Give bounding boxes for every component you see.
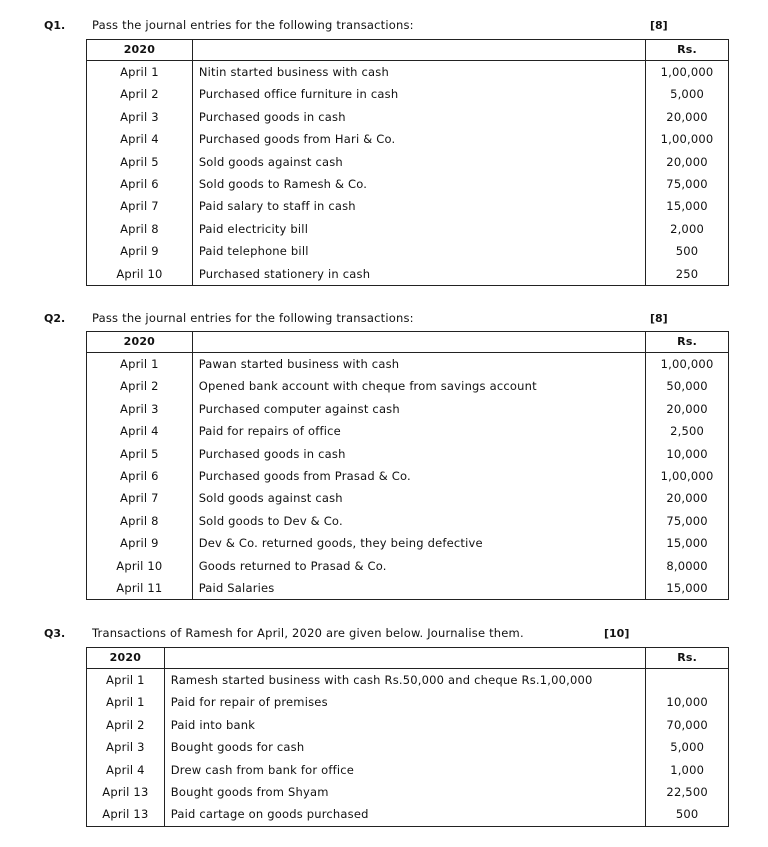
table-row <box>87 151 729 173</box>
table-row <box>87 218 729 240</box>
date-cell: April 8 <box>87 510 193 532</box>
description-cell: Sold goods against cash <box>192 151 645 173</box>
date-cell: April 4 <box>87 759 165 781</box>
date-cell: April 6 <box>87 465 193 487</box>
table-row <box>87 375 729 397</box>
amount-cell: 1,000 <box>646 759 729 781</box>
date-cell: April 13 <box>87 803 165 826</box>
table-row <box>87 510 729 532</box>
amount-cell: 15,000 <box>646 532 729 554</box>
amount-cell: 500 <box>646 803 729 826</box>
table-header-row <box>87 648 729 669</box>
amount-cell: 20,000 <box>646 151 729 173</box>
description-cell: Purchased stationery in cash <box>192 263 645 286</box>
date-cell: April 8 <box>87 218 193 240</box>
description-cell: Goods returned to Prasad & Co. <box>192 555 645 577</box>
q1-table <box>86 39 729 286</box>
table-row <box>87 128 729 150</box>
description-cell: Paid for repair of premises <box>164 691 646 713</box>
description-cell: Ramesh started business with cash Rs.50,000 and cheque Rs.1,00,000 <box>164 669 646 692</box>
table-header-row <box>87 40 729 61</box>
amount-cell: 8,0000 <box>646 555 729 577</box>
q2-marks: [8] <box>650 312 668 325</box>
description-cell: Purchased computer against cash <box>192 398 645 420</box>
date-cell: April 5 <box>87 151 193 173</box>
table-row <box>87 555 729 577</box>
table-row <box>87 803 729 826</box>
date-cell: April 3 <box>87 736 165 758</box>
description-cell: Nitin started business with cash <box>192 61 645 84</box>
table-row <box>87 532 729 554</box>
table-row <box>87 173 729 195</box>
date-cell: April 4 <box>87 128 193 150</box>
amount-cell: 75,000 <box>646 173 729 195</box>
amount-cell: 1,00,000 <box>646 128 729 150</box>
table-row <box>87 240 729 262</box>
description-cell: Purchased goods in cash <box>192 106 645 128</box>
date-cell: April 3 <box>87 398 193 420</box>
q2-instruction: Pass the journal entries for the following transactions: <box>92 311 414 325</box>
table-row <box>87 263 729 286</box>
table-row <box>87 83 729 105</box>
q2-rows <box>87 353 729 600</box>
description-cell: Paid into bank <box>164 714 646 736</box>
description-cell: Purchased goods in cash <box>192 443 645 465</box>
amount-cell: 15,000 <box>646 195 729 217</box>
date-cell: April 11 <box>87 577 193 600</box>
amount-cell: 1,00,000 <box>646 353 729 376</box>
date-cell: April 1 <box>87 353 193 376</box>
amount-cell: 10,000 <box>646 443 729 465</box>
date-cell: April 10 <box>87 555 193 577</box>
table-row <box>87 577 729 600</box>
table-row <box>87 195 729 217</box>
amount-cell: 500 <box>646 240 729 262</box>
date-cell: April 2 <box>87 83 193 105</box>
amount-cell: 75,000 <box>646 510 729 532</box>
amount-cell: 250 <box>646 263 729 286</box>
description-cell: Bought goods for cash <box>164 736 646 758</box>
date-cell: April 1 <box>87 669 165 692</box>
header-amount: Rs. <box>646 40 729 61</box>
description-cell: Paid Salaries <box>192 577 645 600</box>
description-cell: Paid cartage on goods purchased <box>164 803 646 826</box>
description-cell: Pawan started business with cash <box>192 353 645 376</box>
q3-instruction: Transactions of Ramesh for April, 2020 are given below. Journalise them. <box>92 626 524 640</box>
header-description <box>192 332 645 353</box>
description-cell: Sold goods to Dev & Co. <box>192 510 645 532</box>
amount-cell: 20,000 <box>646 398 729 420</box>
header-year: 2020 <box>87 40 193 61</box>
header-description <box>192 40 645 61</box>
q2-table <box>86 331 729 600</box>
date-cell: April 9 <box>87 532 193 554</box>
table-row <box>87 465 729 487</box>
date-cell: April 5 <box>87 443 193 465</box>
description-cell: Paid electricity bill <box>192 218 645 240</box>
amount-cell: 20,000 <box>646 487 729 509</box>
description-cell: Purchased goods from Hari & Co. <box>192 128 645 150</box>
table-row <box>87 736 729 758</box>
q3-rows <box>87 669 729 827</box>
date-cell: April 10 <box>87 263 193 286</box>
q2-number: Q2. <box>44 312 66 325</box>
description-cell: Bought goods from Shyam <box>164 781 646 803</box>
table-row <box>87 781 729 803</box>
description-cell: Sold goods to Ramesh & Co. <box>192 173 645 195</box>
q3-number: Q3. <box>44 627 66 640</box>
amount-cell <box>646 669 729 692</box>
date-cell: April 2 <box>87 714 165 736</box>
date-cell: April 9 <box>87 240 193 262</box>
table-row <box>87 759 729 781</box>
description-cell: Drew cash from bank for office <box>164 759 646 781</box>
header-amount: Rs. <box>646 332 729 353</box>
date-cell: April 1 <box>87 61 193 84</box>
table-row <box>87 420 729 442</box>
table-row <box>87 691 729 713</box>
table-row <box>87 106 729 128</box>
amount-cell: 15,000 <box>646 577 729 600</box>
description-cell: Purchased goods from Prasad & Co. <box>192 465 645 487</box>
header-description <box>164 648 646 669</box>
amount-cell: 5,000 <box>646 83 729 105</box>
date-cell: April 4 <box>87 420 193 442</box>
description-cell: Paid for repairs of office <box>192 420 645 442</box>
date-cell: April 2 <box>87 375 193 397</box>
table-row <box>87 443 729 465</box>
description-cell: Dev & Co. returned goods, they being defective <box>192 532 645 554</box>
header-year: 2020 <box>87 648 165 669</box>
date-cell: April 13 <box>87 781 165 803</box>
header-year: 2020 <box>87 332 193 353</box>
q1-number: Q1. <box>44 19 66 32</box>
date-cell: April 1 <box>87 691 165 713</box>
q1-rows <box>87 61 729 286</box>
amount-cell: 22,500 <box>646 781 729 803</box>
table-row <box>87 669 729 692</box>
table-row <box>87 353 729 376</box>
q1-instruction: Pass the journal entries for the following transactions: <box>92 18 414 32</box>
date-cell: April 7 <box>87 487 193 509</box>
description-cell: Purchased office furniture in cash <box>192 83 645 105</box>
table-row <box>87 487 729 509</box>
q3-table <box>86 647 729 827</box>
table-row <box>87 61 729 84</box>
description-cell: Paid salary to staff in cash <box>192 195 645 217</box>
description-cell: Sold goods against cash <box>192 487 645 509</box>
date-cell: April 7 <box>87 195 193 217</box>
q3-marks: [10] <box>604 627 630 640</box>
table-header-row <box>87 332 729 353</box>
date-cell: April 3 <box>87 106 193 128</box>
amount-cell: 5,000 <box>646 736 729 758</box>
table-row <box>87 398 729 420</box>
description-cell: Opened bank account with cheque from savings account <box>192 375 645 397</box>
amount-cell: 2,500 <box>646 420 729 442</box>
header-amount: Rs. <box>646 648 729 669</box>
table-row <box>87 714 729 736</box>
amount-cell: 70,000 <box>646 714 729 736</box>
amount-cell: 50,000 <box>646 375 729 397</box>
description-cell: Paid telephone bill <box>192 240 645 262</box>
amount-cell: 10,000 <box>646 691 729 713</box>
amount-cell: 1,00,000 <box>646 61 729 84</box>
amount-cell: 20,000 <box>646 106 729 128</box>
date-cell: April 6 <box>87 173 193 195</box>
q1-marks: [8] <box>650 19 668 32</box>
amount-cell: 2,000 <box>646 218 729 240</box>
amount-cell: 1,00,000 <box>646 465 729 487</box>
